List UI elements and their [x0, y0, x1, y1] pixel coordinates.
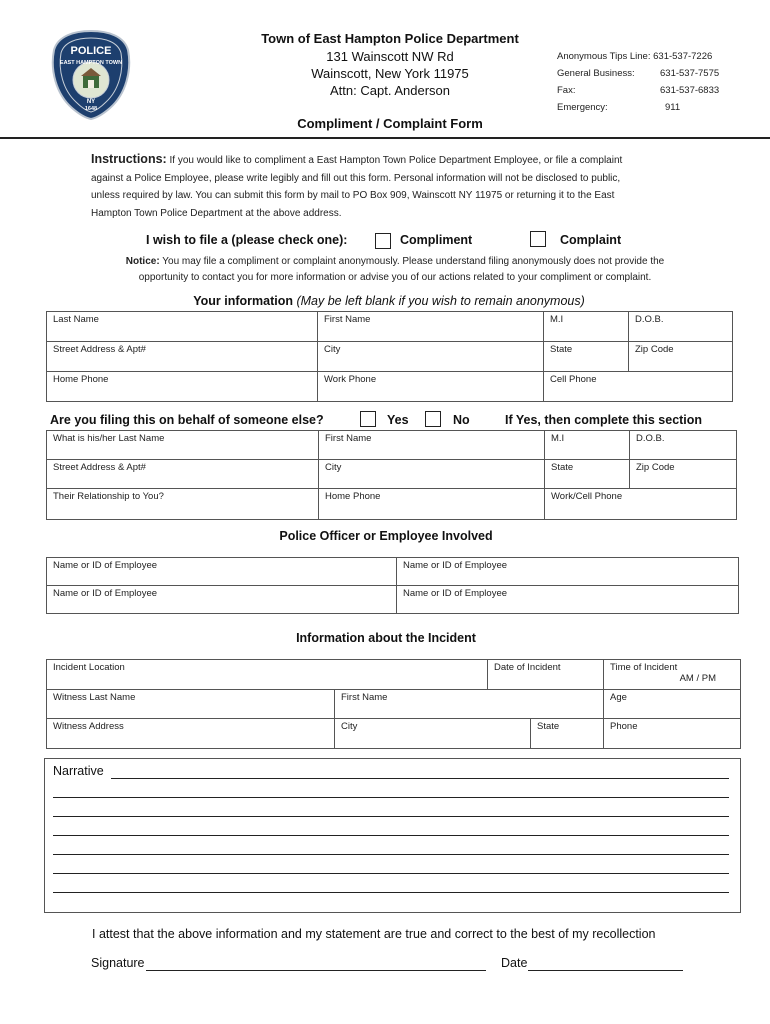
- date-label: Date: [501, 956, 528, 970]
- notice: Notice: You may file a compliment or complaint anonymously. Please understand filing anonymously does not provide the opportunity to contact you for more information or advise you of our actions related to your compliment or complaint.: [125, 256, 665, 283]
- your-info-table: [46, 311, 733, 402]
- department-name: Town of East Hampton Police Department: [261, 31, 519, 46]
- other-zip-field[interactable]: Zip Code: [630, 460, 737, 489]
- narrative-box[interactable]: [44, 758, 741, 913]
- behalf-yes-checkbox[interactable]: [360, 411, 376, 427]
- relationship-field[interactable]: Their Relationship to You?: [47, 489, 319, 520]
- last-name-field[interactable]: Last Name: [47, 312, 318, 342]
- home-phone-field[interactable]: Home Phone: [47, 372, 318, 402]
- witness-state-field[interactable]: State: [531, 719, 604, 749]
- narrative-line: [53, 854, 729, 855]
- contacts-block: [557, 48, 747, 116]
- contact-emergency: Emergency: 911: [557, 102, 681, 113]
- street-address-field[interactable]: Street Address & Apt#: [47, 342, 318, 372]
- other-state-field[interactable]: State: [545, 460, 630, 489]
- witness-phone-field[interactable]: Phone: [604, 719, 741, 749]
- behalf-question: Are you filing this on behalf of someone else?: [50, 413, 324, 427]
- compliment-checkbox[interactable]: [375, 233, 391, 249]
- witness-address-field[interactable]: Witness Address: [47, 719, 335, 749]
- date-line[interactable]: [528, 970, 683, 971]
- behalf-note: If Yes, then complete this section: [505, 413, 703, 427]
- cell-phone-field[interactable]: Cell Phone: [544, 372, 733, 402]
- contact-tips: Anonymous Tips Line: 631-537-7226: [557, 51, 713, 62]
- employee-field-3[interactable]: Name or ID of Employee: [47, 586, 397, 614]
- incident-table: [46, 659, 741, 749]
- other-work-cell-phone-field[interactable]: Work/Cell Phone: [545, 489, 737, 520]
- employee-field-4[interactable]: Name or ID of Employee: [397, 586, 739, 614]
- witness-last-name-field[interactable]: Witness Last Name: [47, 690, 335, 719]
- file-type-question: I wish to file a (please check one):: [146, 233, 348, 247]
- behalf-no-label: No: [453, 413, 470, 427]
- signature-line[interactable]: [146, 970, 486, 971]
- behalf-table: [46, 430, 737, 520]
- attestation-text: I attest that the above information and my statement are true and correct to the best of my recollection: [92, 927, 656, 941]
- other-last-name-field[interactable]: What is his/her Last Name: [47, 431, 319, 460]
- state-field[interactable]: State: [544, 342, 629, 372]
- employee-field-2[interactable]: Name or ID of Employee: [397, 558, 739, 586]
- work-phone-field[interactable]: Work Phone: [318, 372, 544, 402]
- narrative-label: Narrative: [53, 764, 104, 778]
- attention-line: Attn: Capt. Anderson: [330, 83, 450, 98]
- narrative-line: [53, 892, 729, 893]
- narrative-line: [111, 778, 729, 779]
- narrative-line: [53, 797, 729, 798]
- mi-field[interactable]: M.I: [544, 312, 629, 342]
- narrative-line: [53, 835, 729, 836]
- other-home-phone-field[interactable]: Home Phone: [319, 489, 545, 520]
- other-dob-field[interactable]: D.O.B.: [630, 431, 737, 460]
- svg-text:NY: NY: [86, 99, 96, 105]
- instructions: Instructions: If you would like to compliment a East Hampton Town Police Department Employee, or file a complaint against a Police Employee, please write legibly and fill out this form. Personal information will not be disclosed to public, unless required by law. You can submit this form by mail to PO Box 909, Wainscott NY 11975 or returning it to the East Hampton Town Police Department at the above address.: [91, 152, 623, 219]
- other-mi-field[interactable]: M.I: [545, 431, 630, 460]
- other-street-address-field[interactable]: Street Address & Apt#: [47, 460, 319, 489]
- other-city-field[interactable]: City: [319, 460, 545, 489]
- contact-fax: Fax: 631-537-6833: [557, 85, 720, 96]
- svg-text:1648: 1648: [84, 106, 98, 112]
- complaint-checkbox[interactable]: [530, 231, 546, 247]
- behalf-no-checkbox[interactable]: [425, 411, 441, 427]
- complaint-label: Complaint: [560, 233, 622, 247]
- svg-text:EAST HAMPTON TOWN: EAST HAMPTON TOWN: [59, 60, 123, 66]
- police-badge-logo: [50, 28, 132, 120]
- employee-field-1[interactable]: Name or ID of Employee: [47, 558, 397, 586]
- behalf-yes-label: Yes: [387, 413, 409, 427]
- city-field[interactable]: City: [318, 342, 544, 372]
- header-divider: [0, 137, 770, 139]
- incident-section-title: Information about the Incident: [296, 631, 476, 645]
- incident-date-field[interactable]: Date of Incident: [488, 660, 604, 690]
- officer-table: [46, 557, 739, 614]
- narrative-line: [53, 816, 729, 817]
- address-line-1: 131 Wainscott NW Rd: [326, 49, 454, 64]
- other-first-name-field[interactable]: First Name: [319, 431, 545, 460]
- first-name-field[interactable]: First Name: [318, 312, 544, 342]
- officer-section-title: Police Officer or Employee Involved: [279, 529, 493, 543]
- incident-location-field[interactable]: Incident Location: [47, 660, 488, 690]
- witness-first-name-field[interactable]: First Name: [335, 690, 604, 719]
- form-title: Compliment / Complaint Form: [297, 116, 483, 131]
- zip-field[interactable]: Zip Code: [629, 342, 733, 372]
- svg-text:POLICE: POLICE: [70, 45, 112, 57]
- dob-field[interactable]: D.O.B.: [629, 312, 733, 342]
- compliment-label: Compliment: [400, 233, 473, 247]
- am-pm-label: AM / PM: [679, 673, 717, 684]
- witness-city-field[interactable]: City: [335, 719, 531, 749]
- your-info-title: Your information (May be left blank if you wish to remain anonymous): [193, 294, 585, 308]
- signature-label: Signature: [91, 956, 145, 970]
- address-line-2: Wainscott, New York 11975: [311, 66, 469, 81]
- narrative-line: [53, 873, 729, 874]
- witness-age-field[interactable]: Age: [604, 690, 741, 719]
- incident-time-field[interactable]: Time of Incident AM / PM: [604, 660, 741, 690]
- contact-business: General Business: 631-537-7575: [557, 68, 720, 79]
